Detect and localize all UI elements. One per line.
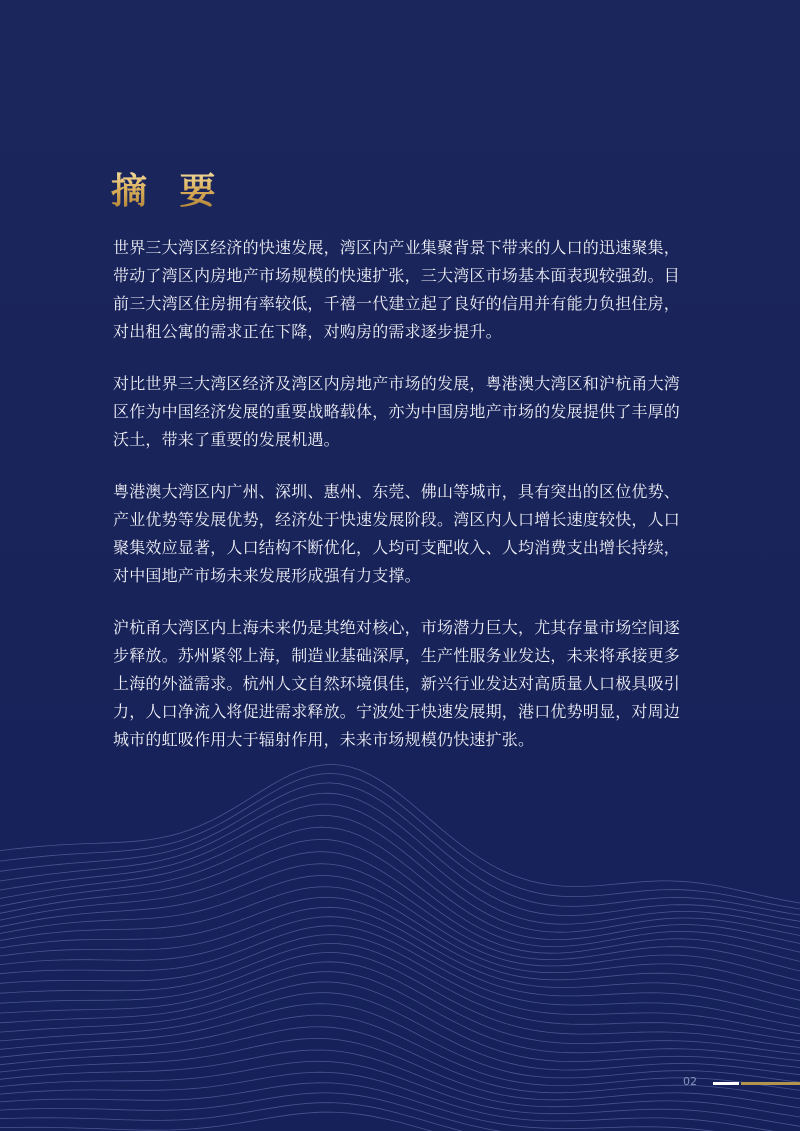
wave-line	[0, 1027, 800, 1099]
wave-line	[0, 993, 800, 1075]
footer-accent-white	[713, 1082, 739, 1085]
page-number: 02	[683, 1075, 697, 1088]
wave-line	[0, 773, 800, 909]
wave-line	[0, 1015, 800, 1090]
paragraph-1: 世界三大湾区经济的快速发展，湾区内产业集聚背景下带来的人口的迅速聚集，带动了湾区内房地产市场规模的快速扩张，三大湾区市场基本面表现较强劲。目前三大湾区住房拥有率较低，千禧一代建立起了良好的信用并有能力负担住房，对出租公寓的需求正在下降，对购房的需求逐步提升。	[113, 238, 681, 341]
wave-line	[0, 926, 800, 1026]
wave-line	[0, 952, 800, 1047]
page-title: 摘 要	[111, 171, 226, 212]
wave-line	[0, 1061, 800, 1126]
wave-line	[0, 1103, 800, 1131]
wave-line	[0, 876, 800, 981]
wave-line	[0, 1093, 800, 1131]
wave-line	[0, 839, 800, 952]
wave-line	[0, 764, 800, 903]
wave-line	[0, 852, 800, 962]
wave-line	[0, 982, 800, 1068]
summary-body	[113, 234, 693, 778]
wave-line	[0, 815, 800, 935]
wave-line	[0, 827, 800, 943]
footer-accent-gold	[741, 1082, 800, 1085]
paragraph-4: 沪杭甬大湾区内上海未来仍是其绝对核心，市场潜力巨大，尤其存量市场空间逐步释放。苏州紧邻上海，制造业基础深厚，生产性服务业发达，未来将承接更多上海的外溢需求。杭州人文自然环境俱佳，新兴行业发达对高质量人口极具吸引力，人口净流入将促进需求释放。宁波处于快速发展期，港口优势明显，对周边城市的虹吸作用大于辐射作用，未来市场规模仍快速扩张。	[113, 618, 681, 749]
paragraph-3: 粤港澳大湾区内广州、深圳、惠州、东莞、佛山等城市，具有突出的区位优势、产业优势等发展优势，经济处于快速发展阶段。湾区内人口增长速度较快，人口聚集效应显著，人口结构不断优化，人均可支配收入、人均消费支出增长持续，对中国地产市场未来发展形成强有力支撑。	[113, 482, 681, 585]
wave-line	[0, 1004, 800, 1083]
wave-line	[0, 793, 800, 921]
wave-line	[0, 804, 800, 928]
wave-line	[0, 1050, 800, 1117]
paragraph-2: 对比世界三大湾区经济及湾区内房地产市场的发展，粤港澳大湾区和沪杭甬大湾区作为中国经济发展的重要战略载体，亦为中国房地产市场的发展提供了丰厚的沃土，带来了重要的发展机遇。	[113, 374, 681, 449]
